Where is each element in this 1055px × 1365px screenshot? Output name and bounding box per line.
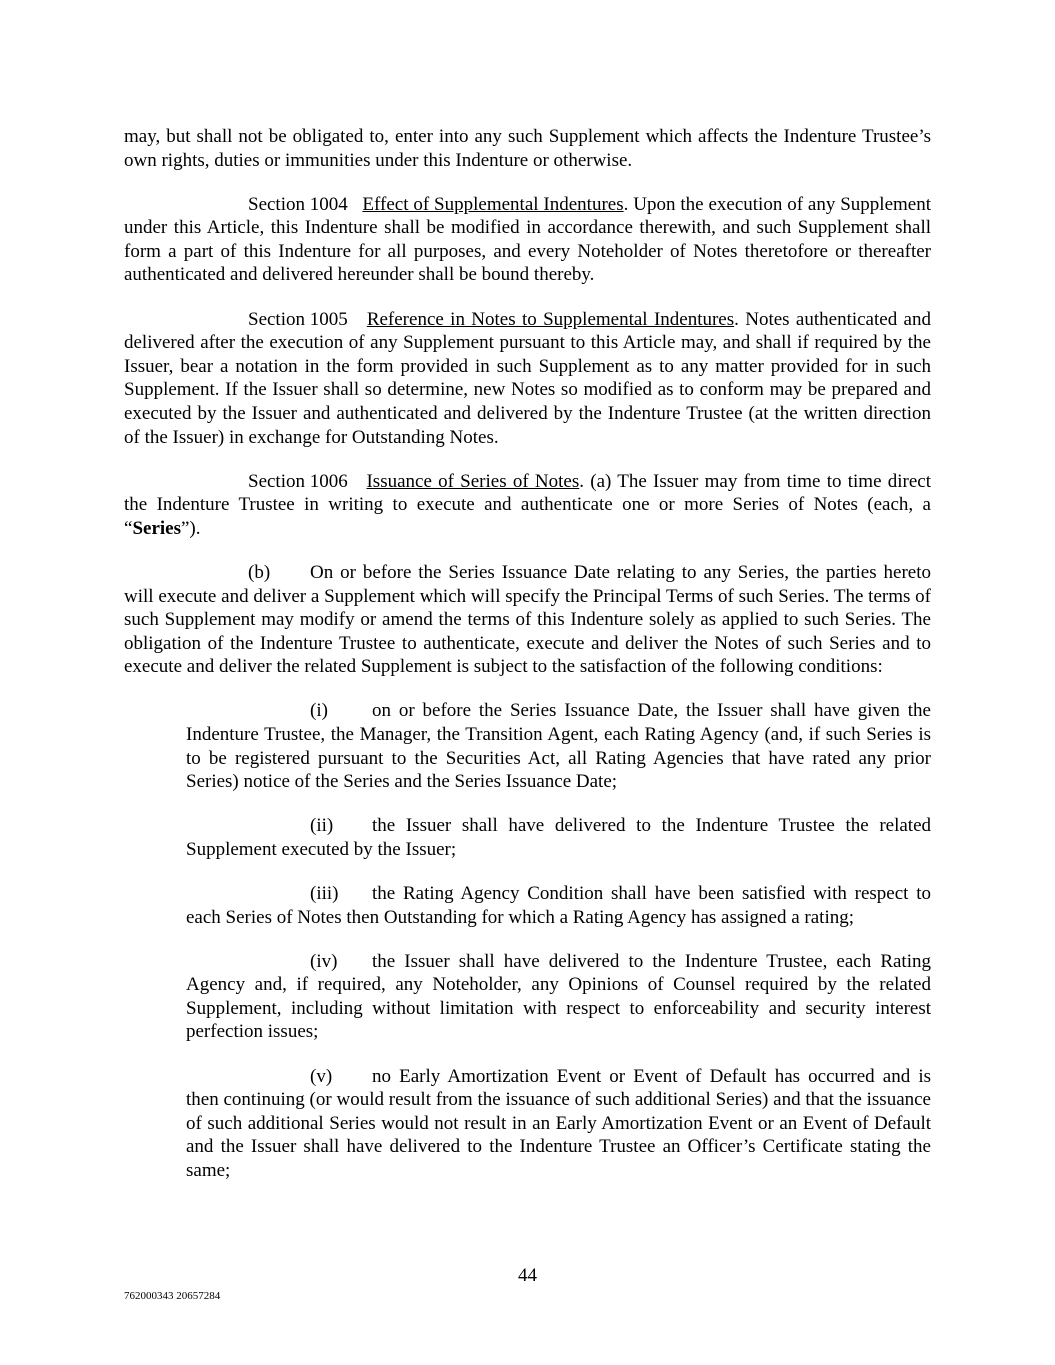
item-v [186,1065,931,1183]
section-title: Reference in Notes to Supplemental Indentures [366,308,735,330]
item-label: (iv) [310,950,338,972]
item-body: the Rating Agency Condition shall have been satisfied with respect to each Series of Notes then Outstanding for which a Rating Agency has assigned a rating; [186,882,931,928]
item-i [186,699,931,793]
section-body: . (a) The Issuer may from time to time direct the Indenture Trustee in writing to execute and authenticate one or more Series of Notes (each, a “ [124,470,931,539]
clause-label: (b) [248,561,271,583]
paragraph-continuation: may, but shall not be obligated to, enter into any such Supplement which affects the Indenture Trustee’s own rights, duties or immunities under this Indenture or otherwise. [124,126,931,171]
page-number: 44 [518,1265,537,1286]
section-body: . Upon the execution of any Supplement under this Article, this Indenture shall be modified in accordance therewith, and such Supplement shall form a part of this Indenture for all purposes, and every Noteholder of Notes theretofore or thereafter authenticated and delivered hereunder shall be bound thereby. [124,193,931,286]
defined-term: Series [132,517,181,539]
document-page [124,125,931,1182]
item-body: on or before the Series Issuance Date, the Issuer shall have given the Indenture Trustee, the Manager, the Transition Agent, each Rating Agency (and, if such Series is to be registered pursuant to the Securities Act, all Rating Agencies that have rated any prior Series) notice of the Series and the Series Issuance Date; [186,700,931,793]
section-body-end: ”). [180,517,201,539]
section-1005 [124,308,931,450]
item-iv [186,950,931,1044]
item-ii [186,814,931,861]
item-body: the Issuer shall have delivered to the Indenture Trustee the related Supplement executed by the Issuer; [186,815,931,860]
section-title: Issuance of Series of Notes [366,470,580,492]
item-label: (i) [310,700,328,722]
clause-b [124,561,931,679]
item-iii [186,882,931,929]
section-1006 [124,470,931,541]
item-body: no Early Amortization Event or Event of Default has occurred and is then continuing (or would result from the issuance of such additional Series) and that the issuance of such additional Series would not result in an Early Amortization Event or an Event of Default and the Issuer shall have delivered to the Indenture Trustee an Officer’s Certificate stating the same; [186,1065,931,1181]
section-1004 [124,193,931,287]
section-body: . Notes authenticated and delivered after the execution of any Supplement pursuant to this Article may, and shall if required by the Issuer, bear a notation in the form provided in such Supplement as to any matter provided for in such Supplement. If the Issuer shall so determine, new Notes so modified as to conform may be prepared and executed by the Issuer and authenticated and delivered by the Indenture Trustee (at the written direction of the Issuer) in exchange for Outstanding Notes. [124,308,931,448]
section-number: Section 1004 [248,193,348,215]
section-title: Effect of Supplemental Indentures [362,193,624,215]
clause-body: On or before the Series Issuance Date relating to any Series, the parties hereto will execute and deliver a Supplement which will specify the Principal Terms of such Series. The terms of such Supplement may modify or amend the terms of this Indenture solely as applied to such Series. The obligation of the Indenture Trustee to authenticate, execute and deliver the Notes of such Series and to execute and deliver the related Supplement is subject to the satisfaction of the following conditions: [124,561,931,678]
section-number: Section 1005 [248,308,348,330]
item-label: (ii) [310,815,334,837]
item-body: the Issuer shall have delivered to the Indenture Trustee, each Rating Agency and, if required, any Noteholder, any Opinions of Counsel required by the related Supplement, including without limitation with respect to enforceability and security interest perfection issues; [186,950,931,1043]
item-label: (iii) [310,882,339,904]
section-number: Section 1006 [248,470,348,492]
document-id: 762000343 20657284 [124,1290,221,1302]
item-label: (v) [310,1065,333,1087]
